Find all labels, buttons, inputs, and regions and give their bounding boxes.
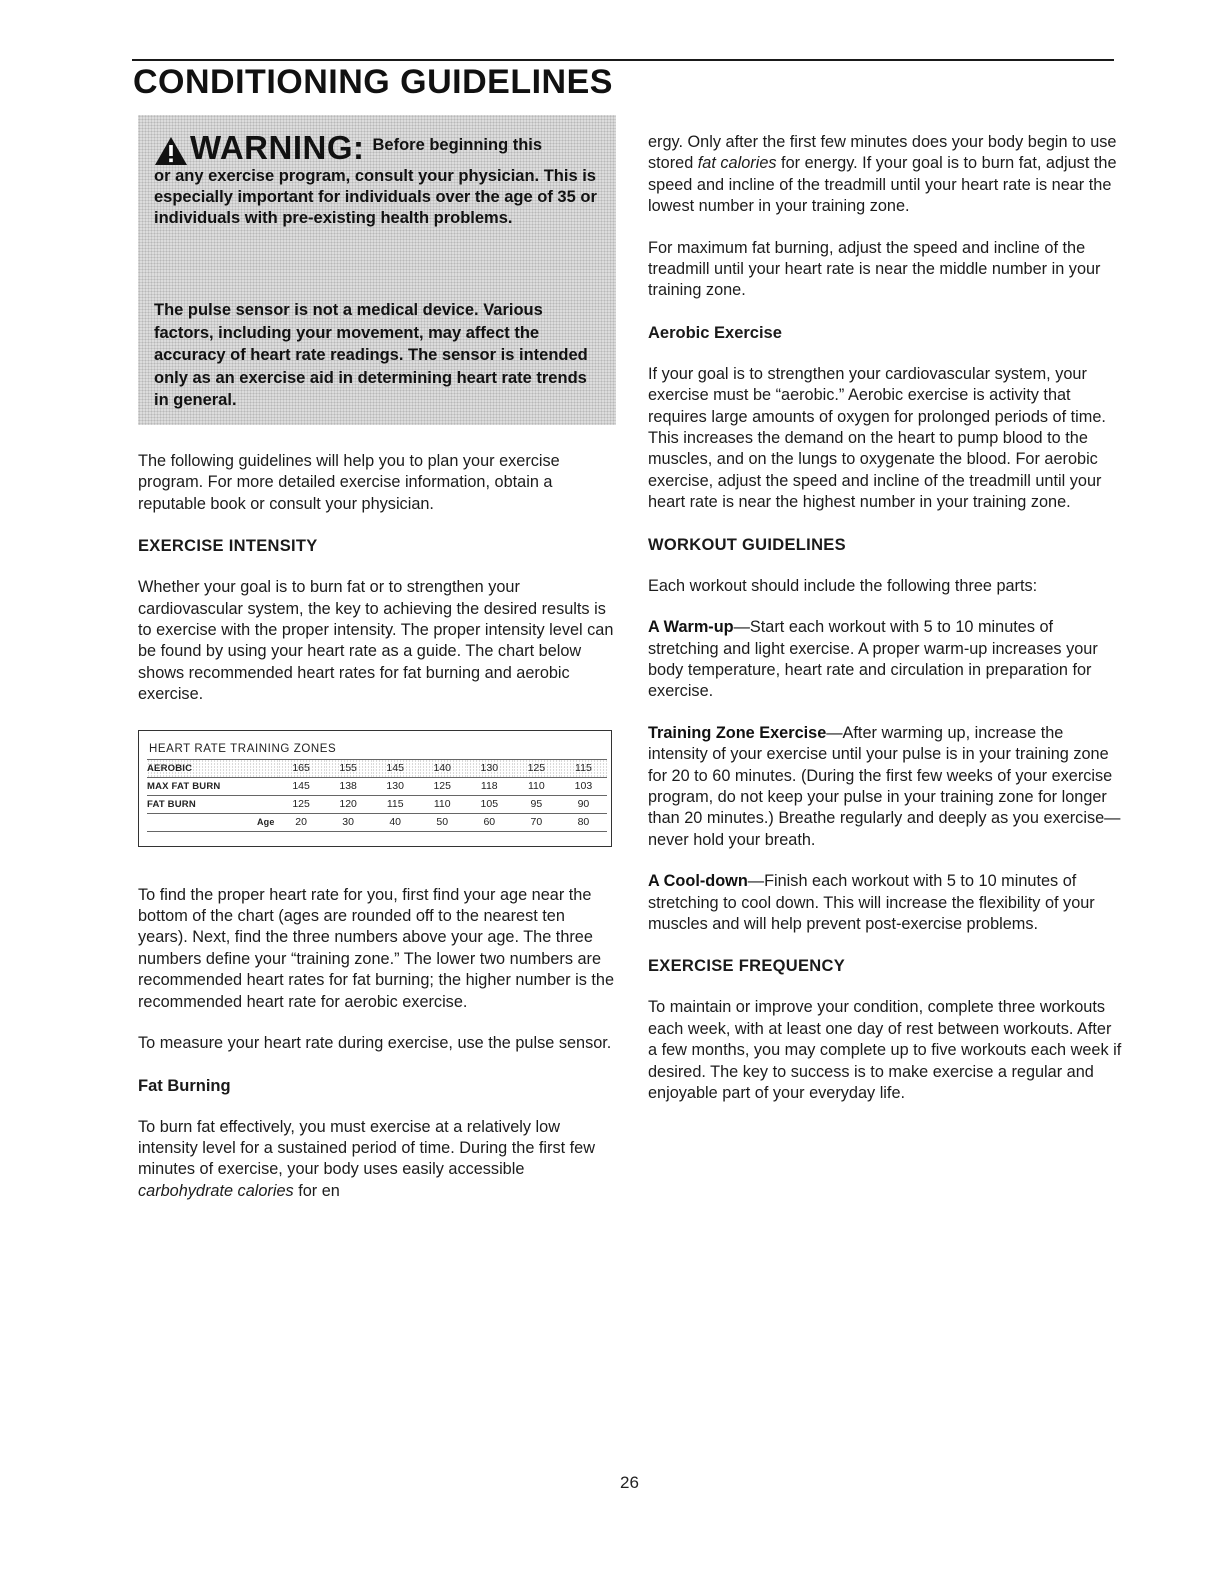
heart-rate-value: 95 [513,795,560,813]
chart-row [147,777,607,795]
exercise-frequency-heading: EXERCISE FREQUENCY [648,957,846,976]
training-zone-heading: Training Zone Exercise [648,723,827,742]
intro-paragraph: The following guidelines will help you to plan your exercise program. For more detailed exercise information, obtain a reputable book or consult your physician. [138,452,560,513]
heart-rate-value: 120 [325,795,372,813]
cont-emphasis: fat calories [697,154,777,173]
top-rule [132,59,1114,61]
heart-rate-value: 110 [419,795,466,813]
heart-rate-value: 145 [372,759,419,777]
age-value: 40 [372,813,419,831]
fat-burning-paragraph [138,1117,616,1203]
heart-rate-chart [138,730,612,847]
fat-text-emphasis: carbohydrate calories [138,1181,294,1200]
cooldown-text: —Finish each workout with 5 to 10 minutes of stretching to cool down. This will increase the flexibility of your muscles and will help prevent post-exercise problems. [648,872,1095,933]
page-number: 26 [620,1473,639,1492]
heart-rate-value: 130 [466,759,513,777]
age-value: 70 [513,813,560,831]
training-zone-paragraph [648,723,1123,851]
max-fat-paragraph: For maximum fat burning, adjust the speed and incline of the treadmill until your heart rate is near the middle number in your training zone. [648,238,1101,300]
heart-rate-value: 140 [419,759,466,777]
intensity-paragraph: Whether your goal is to burn fat or to strengthen your cardiovascular system, the key to achieving the desired results is to exercise with the proper intensity. The proper intensity level can be found by using your heart rate as a guide. The chart below shows recommended heart rates for fat burning and aerobic exercise. [138,578,614,704]
heart-rate-value: 125 [278,795,325,813]
warmup-paragraph [648,617,1123,703]
fat-burning-heading: Fat Burning [138,1076,231,1095]
heart-rate-value: 105 [466,795,513,813]
age-value: 60 [466,813,513,831]
workout-intro: Each workout should include the following three parts: [648,576,1038,595]
heart-rate-value: 118 [466,777,513,795]
age-value: 30 [325,813,372,831]
measure-paragraph: To measure your heart rate during exercise, use the pulse sensor. [138,1034,612,1053]
cooldown-heading: A Cool-down [648,872,748,891]
sensor-warning-box [138,275,616,425]
workout-guidelines-heading: WORKOUT GUIDELINES [648,535,846,554]
warning-triangle-icon [154,136,188,166]
warning-word: WARNING: [190,129,365,166]
heart-rate-value: 115 [372,795,419,813]
warmup-text: —Start each workout with 5 to 10 minutes of stretching and light exercise. A proper warm-up increases your body temperature, heart rate and circulation in preparation for exercise. [648,618,1098,701]
warmup-heading: A Warm-up [648,618,734,637]
series-label: AEROBIC [147,759,278,777]
age-value: 50 [419,813,466,831]
heart-rate-value: 125 [513,759,560,777]
aerobic-heading: Aerobic Exercise [648,323,782,342]
fat-text-part-1: To burn fat effectively, you must exercise at a relatively low intensity level for a sustained period of time. During the first few minutes of exercise, your body uses easily accessible [138,1117,595,1179]
age-value: 20 [278,813,325,831]
age-value: 80 [560,813,607,831]
aerobic-paragraph: If your goal is to strengthen your cardiovascular system, your exercise must be “aerobic.” Aerobic exercise is activity that requires large amounts of oxygen for prolonged periods of time. This increases the demand on the heart to pump blood to the muscles, and on the lungs to oxygenate the blood. For aerobic exercise, adjust the speed and incline of the treadmill until your heart rate is near the highest number in your training zone. [648,364,1106,512]
warning-lead: Before beginning this [372,136,543,154]
chart-row [147,795,607,813]
series-label: MAX FAT BURN [147,777,278,795]
fat-text-part-2: for en [293,1181,340,1200]
frequency-paragraph: To maintain or improve your condition, complete three workouts each week, with at least one day of rest between workouts. After a few months, you may complete up to five workouts each week if desired. The key to success is to make exercise a regular and enjoyable part of your everyday life. [648,998,1122,1102]
chart-table [147,759,607,832]
heart-rate-value: 138 [325,777,372,795]
heart-rate-value: 130 [372,777,419,795]
training-zone-text: —After warming up, increase the intensity of your exercise until your pulse is in your training zone for 20 to 60 minutes. (During the first few weeks of your exercise program, do not keep your pulse in your training zone for longer than 20 minutes.) Breathe regularly and deeply as you exercise—never hold your breath. [648,723,1121,849]
exercise-intensity-heading: EXERCISE INTENSITY [138,537,318,556]
heart-rate-value: 90 [560,795,607,813]
right-column [648,132,1123,1104]
fat-burning-continued [648,132,1123,218]
warning-header [154,127,610,166]
age-label: Age [147,813,278,831]
find-rate-paragraph: To find the proper heart rate for you, first find your age near the bottom of the chart (ages are rounded off to the nearest ten years). Next, find the three numbers above your age. The three numbers define your “training zone.” The lower two numbers are recommended heart rates for fat burning; the higher number is the recommended heart rate for aerobic exercise. [138,885,615,1011]
left-column [138,115,616,1202]
cont-part-1: ergy. Only after the first few minutes does your body begin to use stored [648,133,1117,173]
age-row [147,813,607,831]
sensor-warning-text: The pulse sensor is not a medical device. Various factors, including your movement, may affect the accuracy of heart rate readings. The sensor is intended only as an exercise aid in determining heart rate trends in general. [154,301,588,409]
heart-rate-value: 125 [419,777,466,795]
heart-rate-value: 115 [560,759,607,777]
warning-text: or any exercise program, consult your physician. This is especially important for individuals over the age of 35 or individuals with pre-existing health problems. [154,167,597,227]
heart-rate-value: 155 [325,759,372,777]
heart-rate-value: 103 [560,777,607,795]
heart-rate-value: 145 [278,777,325,795]
series-label: FAT BURN [147,795,278,813]
chart-row [147,759,607,777]
warning-box [138,115,616,275]
page-title: CONDITIONING GUIDELINES [133,63,613,101]
chart-title: HEART RATE TRAINING ZONES [149,742,337,755]
heart-rate-value: 165 [278,759,325,777]
cont-part-2: for energy. If your goal is to burn fat, adjust the speed and incline of the treadmill until your heart rate is near the lowest number in your training zone. [648,154,1117,216]
heart-rate-value: 110 [513,777,560,795]
cooldown-paragraph [648,871,1123,935]
